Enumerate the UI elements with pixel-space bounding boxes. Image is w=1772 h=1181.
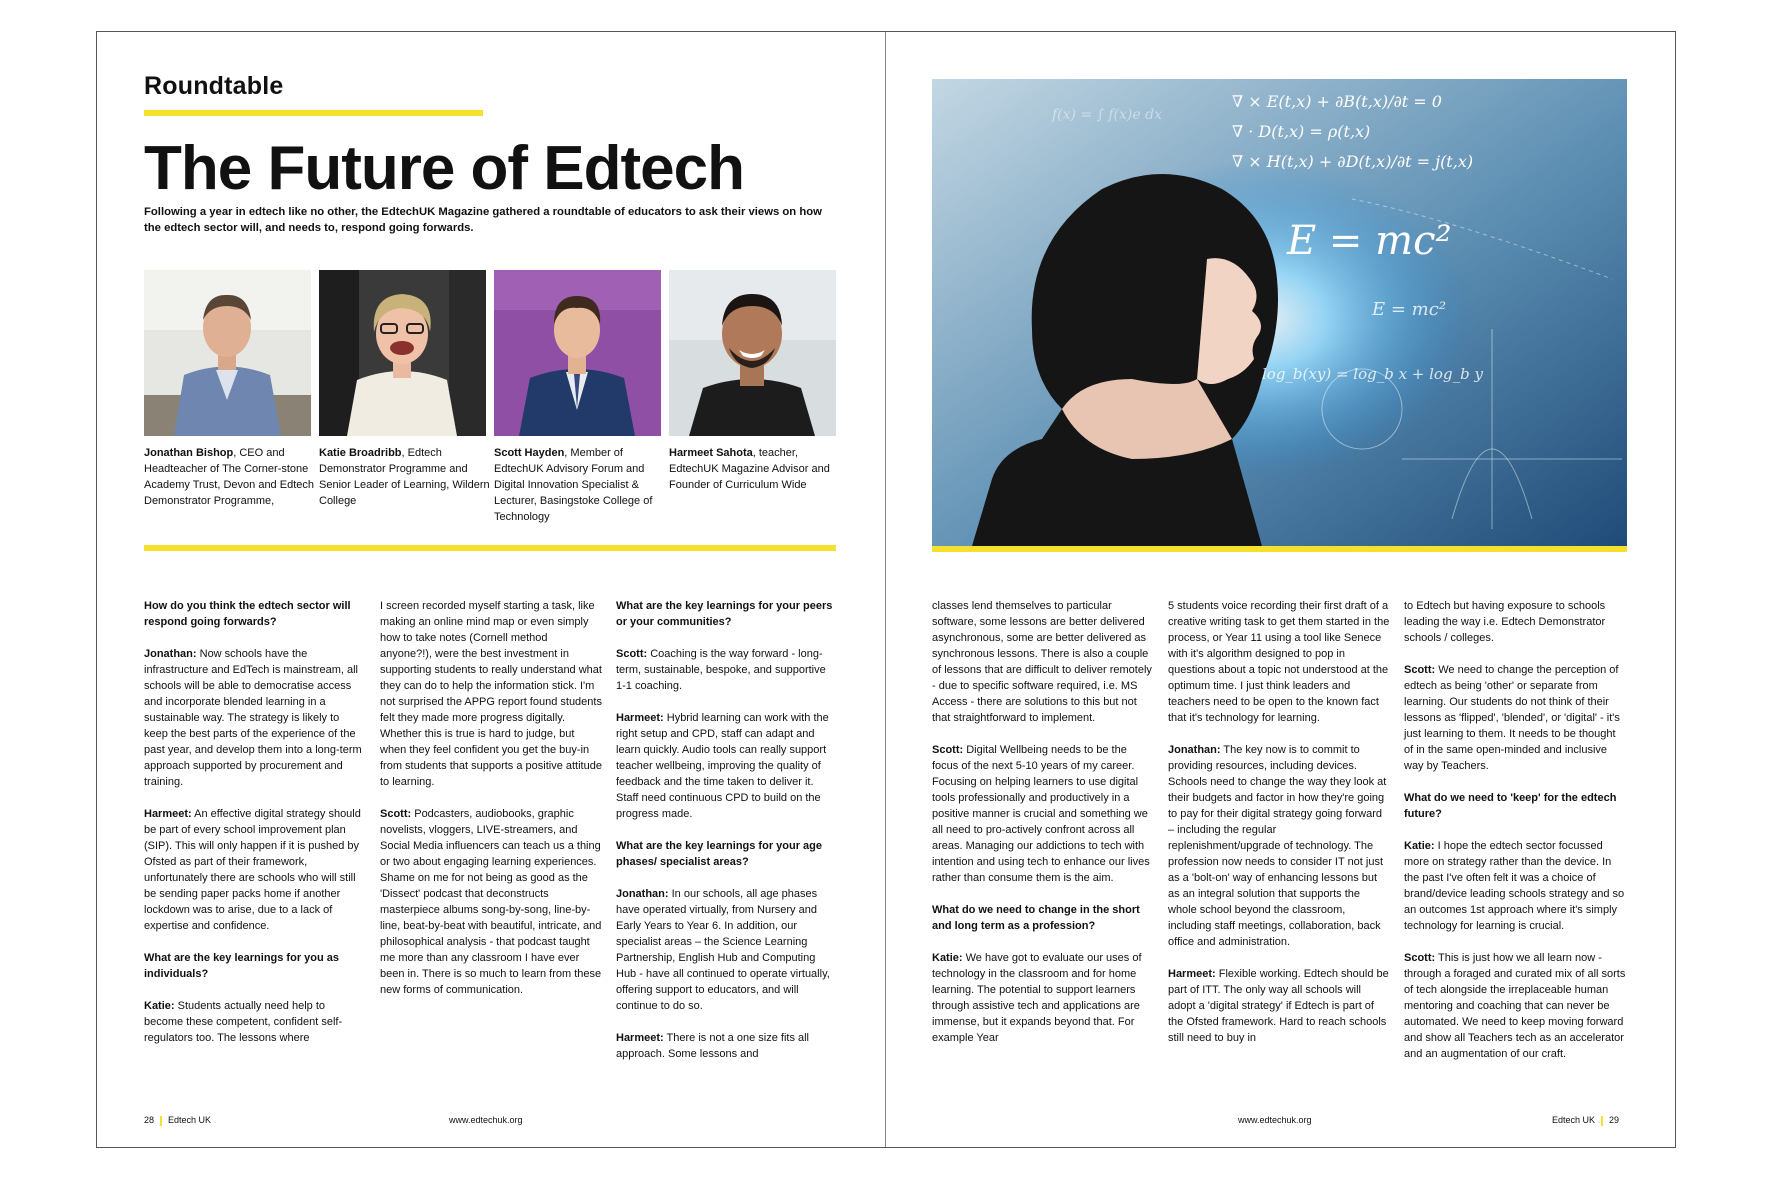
answer xyxy=(144,646,366,790)
speaker-name: Katie: xyxy=(144,1000,175,1012)
paragraph: I screen recorded myself starting a task, like making an online mind map or even simply how to take notes (Cornell method anyone?!), were the best investment in supporting students to really understand what they can do to help the information stick. I'm not surprised the APPG report found students felt they made more progress digitally. Whether this is true is hard to judge, but when they feel confident you get the buy-in from students that supports a positive attitude to learning. xyxy=(380,600,602,788)
answer-text: The key now is to commit to providing resources, including devices. Schools need to change the way they look at their budgets and factor in how they're going to pay for their digital strategy going forward – including the regular replenishment/upgrade of technology. The profession now needs to consider IT not just as a 'bolt-on' way of enhancing lessons but as an integral solution that supports the whole school beyond the classroom, including staff meetings, collaboration, back office and administration. xyxy=(1168,744,1387,948)
section-divider xyxy=(144,545,836,551)
answer xyxy=(1168,966,1390,1046)
formula-emc2: E = mc² xyxy=(1287,218,1452,264)
left-page xyxy=(97,32,885,1147)
photo-harmeet-sahota xyxy=(669,270,836,436)
caption-jonathan-bishop xyxy=(144,445,316,509)
formula-curl-h: ∇ × H(t,x) + ∂D(t,x)/∂t = j(t,x) xyxy=(1232,152,1474,171)
answer xyxy=(1404,950,1626,1062)
hero-image xyxy=(932,79,1627,546)
magazine-spread xyxy=(96,31,1676,1148)
answer-text: Hybrid learning can work with the right setup and CPD, staff can adapt and learn quickly. Audio tools can really support teacher wellbeing, improving the quality of feedback and the time taken to deliver it. Staff need continuous CPD to build on the progress made. xyxy=(616,712,829,820)
left-column-2 xyxy=(380,598,602,1014)
answer-text: In our schools, all age phases have operated virtually, from Nursery and Early Years to Year 6. In addition, our specialist areas – the Science Learning Partnership, English Hub and Computing Hub - have all continued to operate virtually, offering support to educators, and will continue to do so. xyxy=(616,888,830,1012)
question: How do you think the edtech sector will respond going forwards? xyxy=(144,600,351,628)
formula-curl-e: ∇ × E(t,x) + ∂B(t,x)/∂t = 0 xyxy=(1232,92,1442,111)
answer-text: Now schools have the infrastructure and EdTech is mainstream, all schools will be able to democratise access and incorporate blended learning in a sustainable way. The strategy is likely to keep the best parts of the experience of the past year, and develop them into a long-term approach supported by procurement and training. xyxy=(144,648,362,788)
answer xyxy=(616,886,838,1014)
paragraph: classes lend themselves to particular software, some lessons are better delivered asynchronous, some are better delivered as synchronous lessons. There is also a couple of lessons that are difficult to deliver remotely - due to specific software required, i.e. MS Access - there are solutions to this but not that straightforward to implement. xyxy=(932,600,1152,724)
right-column-3 xyxy=(1404,598,1626,1078)
speaker-name: Scott: xyxy=(1404,664,1436,676)
speaker-name: Scott: xyxy=(1404,952,1436,964)
question: What are the key learnings for your peers or your communities? xyxy=(616,600,833,628)
panelist-role: , CEO and Headteacher of The Corner-stone Academy Trust, Devon and Edtech Demonstrator Programme, xyxy=(144,447,314,507)
right-column-2 xyxy=(1168,598,1390,1062)
panelist-name: Jonathan Bishop xyxy=(144,447,234,459)
answer xyxy=(1404,662,1626,774)
caption-harmeet-sahota xyxy=(669,445,841,493)
magazine-name: Edtech UK xyxy=(168,1115,212,1125)
folio-bar xyxy=(160,1116,162,1126)
answer xyxy=(616,1030,838,1062)
panelist-role: , teacher, EdtechUK Magazine Advisor and Founder of Curriculum Wide xyxy=(669,447,830,491)
caption-katie-broadribb xyxy=(319,445,491,509)
answer-text: An effective digital strategy should be part of every school improvement plan (SIP). This will only happen if it is pushed by Ofsted as part of their framework, unfortunately there are schools who will still be sending paper packs home if another lockdown was to arise, due to a lack of expertise and confidence. xyxy=(144,808,361,932)
magazine-name: Edtech UK xyxy=(1552,1115,1596,1125)
formula-log: log_b(xy) = log_b x + log_b y xyxy=(1262,365,1483,383)
speaker-name: Harmeet: xyxy=(1168,968,1216,980)
question: What are the key learnings for you as individuals? xyxy=(144,952,340,980)
left-column-3 xyxy=(616,598,838,1078)
answer xyxy=(616,646,838,694)
answer xyxy=(144,998,366,1046)
photo-katie-broadribb xyxy=(319,270,486,436)
answer-text: Digital Wellbeing needs to be the focus of the next 5-10 years of my career. Focusing on helping learners to use digital tools professionally and productively in a positive manner is crucial and something we all need to pro-actively confront across all areas. Managing our addictions to tech with intention and using tech to enhance our lives rather than consume them is the aim. xyxy=(932,744,1150,884)
article-intro: Following a year in edtech like no other, the EdtechUK Magazine gathered a roundtable of educators to ask their views on how the edtech sector will, and needs to, respond going forwards. xyxy=(144,206,822,234)
answer-text: Flexible working. Edtech should be part of ITT. The only way all schools will adopt a 'digital strategy' if Edtech is part of the Ofsted framework. Hard to reach schools still need to buy in xyxy=(1168,968,1389,1044)
speaker-name: Harmeet: xyxy=(144,808,192,820)
answer-text: I hope the edtech sector focussed more on strategy rather than the device. In the past I've often felt it was a choice of brand/device leading schools strategy and so an outcomes 1st approach where it's simply technology for learning is crucial. xyxy=(1404,840,1625,932)
answer-text: Podcasters, audiobooks, graphic novelists, vloggers, LIVE-streamers, and Social Media influencers can teach us a thing or two about engaging learning experiences. Shame on me for not being as good as the 'Dissect' podcast that deconstructs masterpiece albums song-by-song, line-by-line, beat-by-beat with beautiful, intricate, and philosophical analysis - that podcast taught me more than any classroom I have ever been in. There is so much to learn from these new forms of communication. xyxy=(380,808,602,996)
answer xyxy=(616,710,838,822)
formula-integral: f(x) = ∫ f(x)e dx xyxy=(1052,107,1162,123)
speaker-name: Scott: xyxy=(932,744,964,756)
section-label: Roundtable xyxy=(144,72,284,100)
question: What do we need to 'keep' for the edtech future? xyxy=(1404,792,1617,820)
page-number: 29 xyxy=(1609,1115,1620,1125)
speaker-name: Jonathan: xyxy=(616,888,669,900)
photo-jonathan-bishop xyxy=(144,270,311,436)
answer xyxy=(144,806,366,934)
speaker-name: Scott: xyxy=(616,648,648,660)
paragraph: to Edtech but having exposure to schools leading the way i.e. Edtech Demonstrator schools / colleges. xyxy=(1404,600,1606,644)
answer-text: This is just how we all learn now - through a foraged and curated mix of all sorts of tech alongside the irreplaceable human mentoring and coaching that can never be automated. We need to keep moving forward and show all Teachers tech as an accelerator and an augmentation of our craft. xyxy=(1404,952,1626,1060)
photo-scott-hayden xyxy=(494,270,661,436)
page-number: 28 xyxy=(144,1115,155,1125)
left-footer-url: www.edtechuk.org xyxy=(449,1115,523,1125)
speaker-name: Scott: xyxy=(380,808,412,820)
answer-text: There is not a one size fits all approach. Some lessons and xyxy=(616,1032,810,1060)
paragraph: 5 students voice recording their first draft of a creative writing task to get them started in the process, or Year 11 using a tool like Senece with it's algorithm designed to pop in questions about a topic not understood at the optimum time. I just think leaders and teachers need to be open to the known fact that it's technology for learning. xyxy=(1168,600,1390,724)
left-column-1 xyxy=(144,598,366,1062)
answer xyxy=(932,742,1154,886)
panelist-name: Scott Hayden xyxy=(494,447,565,459)
formula-emc2-small: E = mc² xyxy=(1372,299,1447,320)
answer-text: Coaching is the way forward - long-term, sustainable, bespoke, and supportive 1-1 coaching. xyxy=(616,648,826,692)
question: What do we need to change in the short and long term as a profession? xyxy=(932,904,1140,932)
speaker-name: Jonathan: xyxy=(1168,744,1221,756)
hero-underline xyxy=(932,546,1627,552)
right-column-1 xyxy=(932,598,1154,1062)
article-title: The Future of Edtech xyxy=(144,134,744,203)
right-page xyxy=(886,32,1675,1147)
speaker-name: Katie: xyxy=(932,952,963,964)
section-underline xyxy=(144,110,483,116)
panelist-role: , Edtech Demonstrator Programme and Senior Leader of Learning, Wildern College xyxy=(319,447,490,507)
answer xyxy=(380,806,602,998)
right-footer-url: www.edtechuk.org xyxy=(1238,1115,1312,1125)
speaker-name: Harmeet: xyxy=(616,1032,664,1044)
panelist-name: Harmeet Sahota xyxy=(669,447,753,459)
question: What are the key learnings for your age phases/ specialist areas? xyxy=(616,840,823,868)
speaker-name: Katie: xyxy=(1404,840,1435,852)
answer xyxy=(932,950,1154,1046)
right-footer-folio xyxy=(1552,1115,1619,1126)
speaker-name: Jonathan: xyxy=(144,648,197,660)
formula-div-d: ∇ · D(t,x) = ρ(t,x) xyxy=(1232,122,1371,141)
answer-text: We need to change the perception of edtech as being 'other' or separate from learning. Our students do not think of their lessons as 'flipped', 'blended', or 'digital' - it's just learning to them. It needs to be thought of in the same open-minded and inclusive way by Teachers. xyxy=(1404,664,1620,772)
answer xyxy=(1168,742,1390,950)
panelist-name: Katie Broadribb xyxy=(319,447,402,459)
panelist-role: , Member of EdtechUK Advisory Forum and Digital Innovation Specialist & Lecturer, Basingstoke College of Technology xyxy=(494,447,653,523)
caption-scott-hayden xyxy=(494,445,666,525)
answer-text: We have got to evaluate our uses of technology in the classroom and for home learning. The potential to support learners through assistive tech and applications are immense, but it expands beyond that. For example Year xyxy=(932,952,1142,1044)
answer xyxy=(1404,838,1626,934)
answer-text: Students actually need help to become these competent, confident self-regulators too. The lessons where xyxy=(144,1000,343,1044)
folio-bar xyxy=(1601,1116,1603,1126)
speaker-name: Harmeet: xyxy=(616,712,664,724)
left-footer-folio xyxy=(144,1115,211,1126)
